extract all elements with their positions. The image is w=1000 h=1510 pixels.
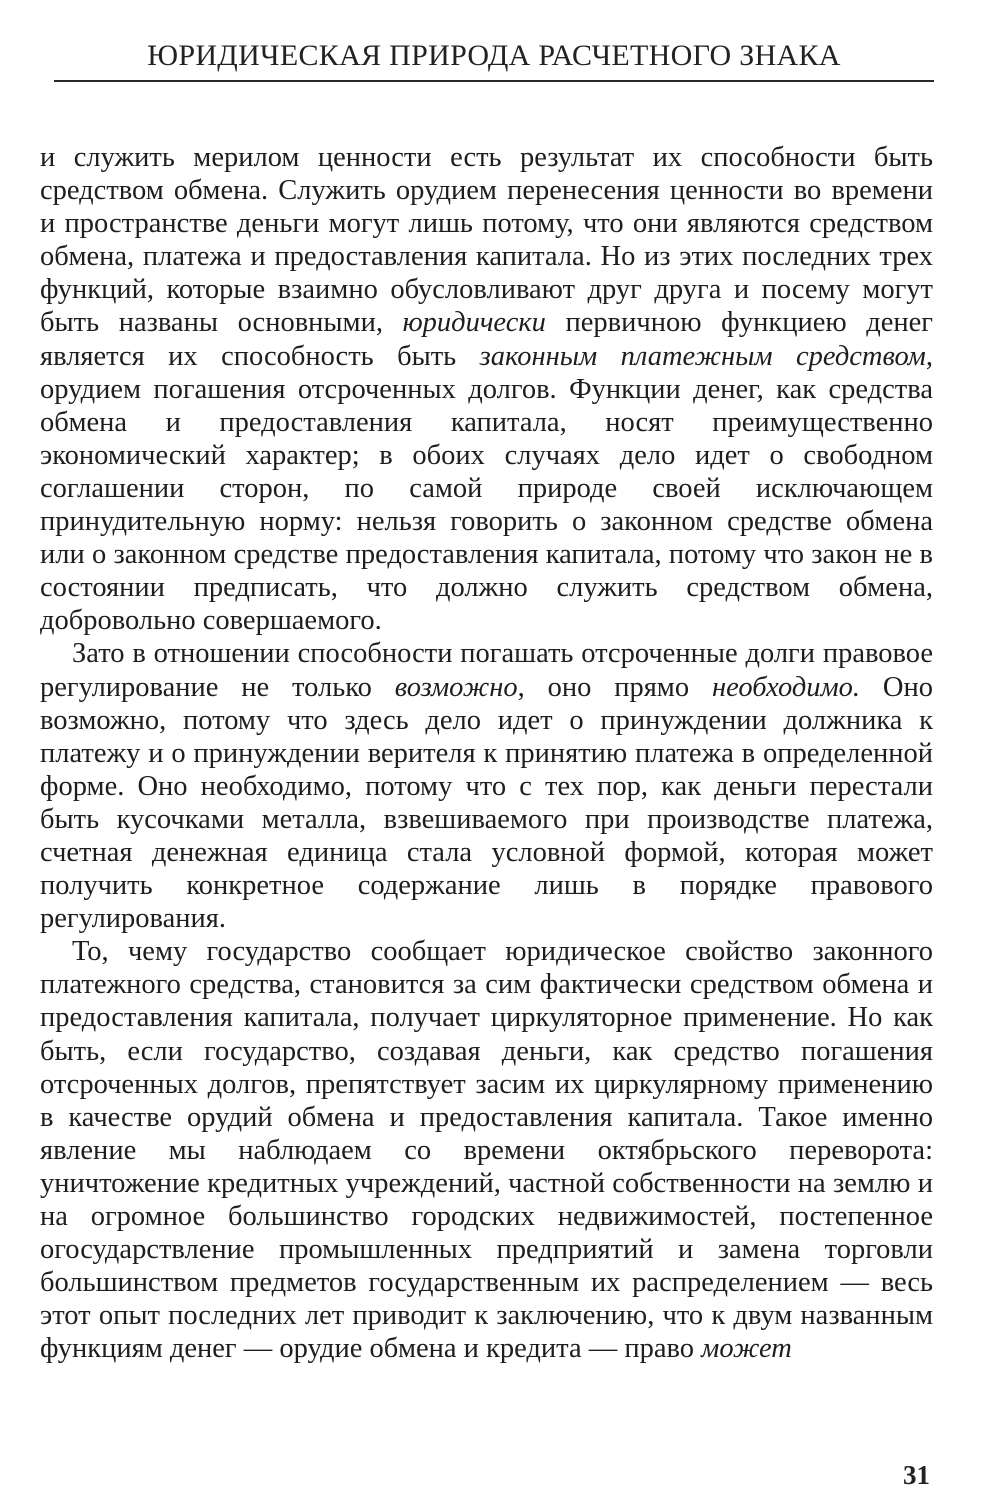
italic-run: необходимо. (711, 671, 861, 703)
italic-run: может (701, 1333, 792, 1365)
paragraph-1 (40, 141, 933, 637)
italic-run: возможно (394, 671, 518, 703)
text-run: Зато в отношении способности погашать отсроченные долги правовое регулирование не только (40, 638, 933, 703)
text-run: , орудием погашения отсроченных долгов. Функции денег, как средства обмена и предоставления капитала, носят преимущественно экономический характер; в обоих случаях дело идет о свободном соглашении сторон, по самой природе своей исключающем принудительную норму: нельзя говорить о законном средстве обмена или о законном средстве предоставления капитала, потому что закон не в состоянии предписать, что должно служить средством обмена, добровольно совершаемого. (40, 340, 933, 637)
running-title: ЮРИДИЧЕСКАЯ ПРИРОДА РАСЧЕТНОГО ЗНАКА (147, 39, 841, 72)
italic-run: юридически (402, 307, 546, 339)
text-run: Оно возможно, потому что здесь дело идет о принуждении должника к платежу и о принуждении верителя к принятию платежа в определенной форме. Оно необходимо, потому что с тех пор, как деньги перестали быть кусочками металла, взвешиваемого при производстве платежа, счетная денежная единица стала условной формой, которая может получить конкретное содержание лишь в порядке правового регулирования. (40, 671, 933, 935)
page-number: 31 (903, 1460, 930, 1490)
text-run: То, чему государство сообщает юридическое свойство законного платежного средства, становится за сим фактически средством обмена и предоставления капитала, получает циркуляторное применение. Но как быть, если государство, создавая деньги, как средство погашения отсроченных долгов, препятствует засим их циркулярному применению в качестве орудий обмена и предоставления капитала. Такое именно явление мы наблюдаем со времени октябрьского переворота: уничтожение кредитных учреждений, частной собственности на землю и на огромное большинство городских недвижимостей, постепенное огосударствление промышленных предприятий и замена торговли большинством предметов государственным их распределением — весь этот опыт последних лет приводит к заключению, что к двум названным функциям денег — орудие обмена и кредита — право (40, 936, 933, 1365)
paragraph-3 (40, 935, 933, 1365)
body-text (40, 141, 933, 1365)
text-run: и служить мерилом ценности есть результат их способности быть средством обмена. Служить орудием перенесения ценности во времени и пространстве деньги могут лишь потому, что они являются средством обмена, платежа и предоставления капитала. Но из этих последних трех функций, которые взаимно обусловливают друг друга и посему могут быть названы основными, (40, 142, 933, 339)
text-run: , оно прямо (517, 671, 712, 703)
paragraph-2 (40, 637, 933, 935)
header-rule (54, 80, 934, 82)
italic-run: законным платежным средством (479, 340, 926, 372)
text-run: первичною функциею денег является их способность быть (40, 307, 933, 372)
